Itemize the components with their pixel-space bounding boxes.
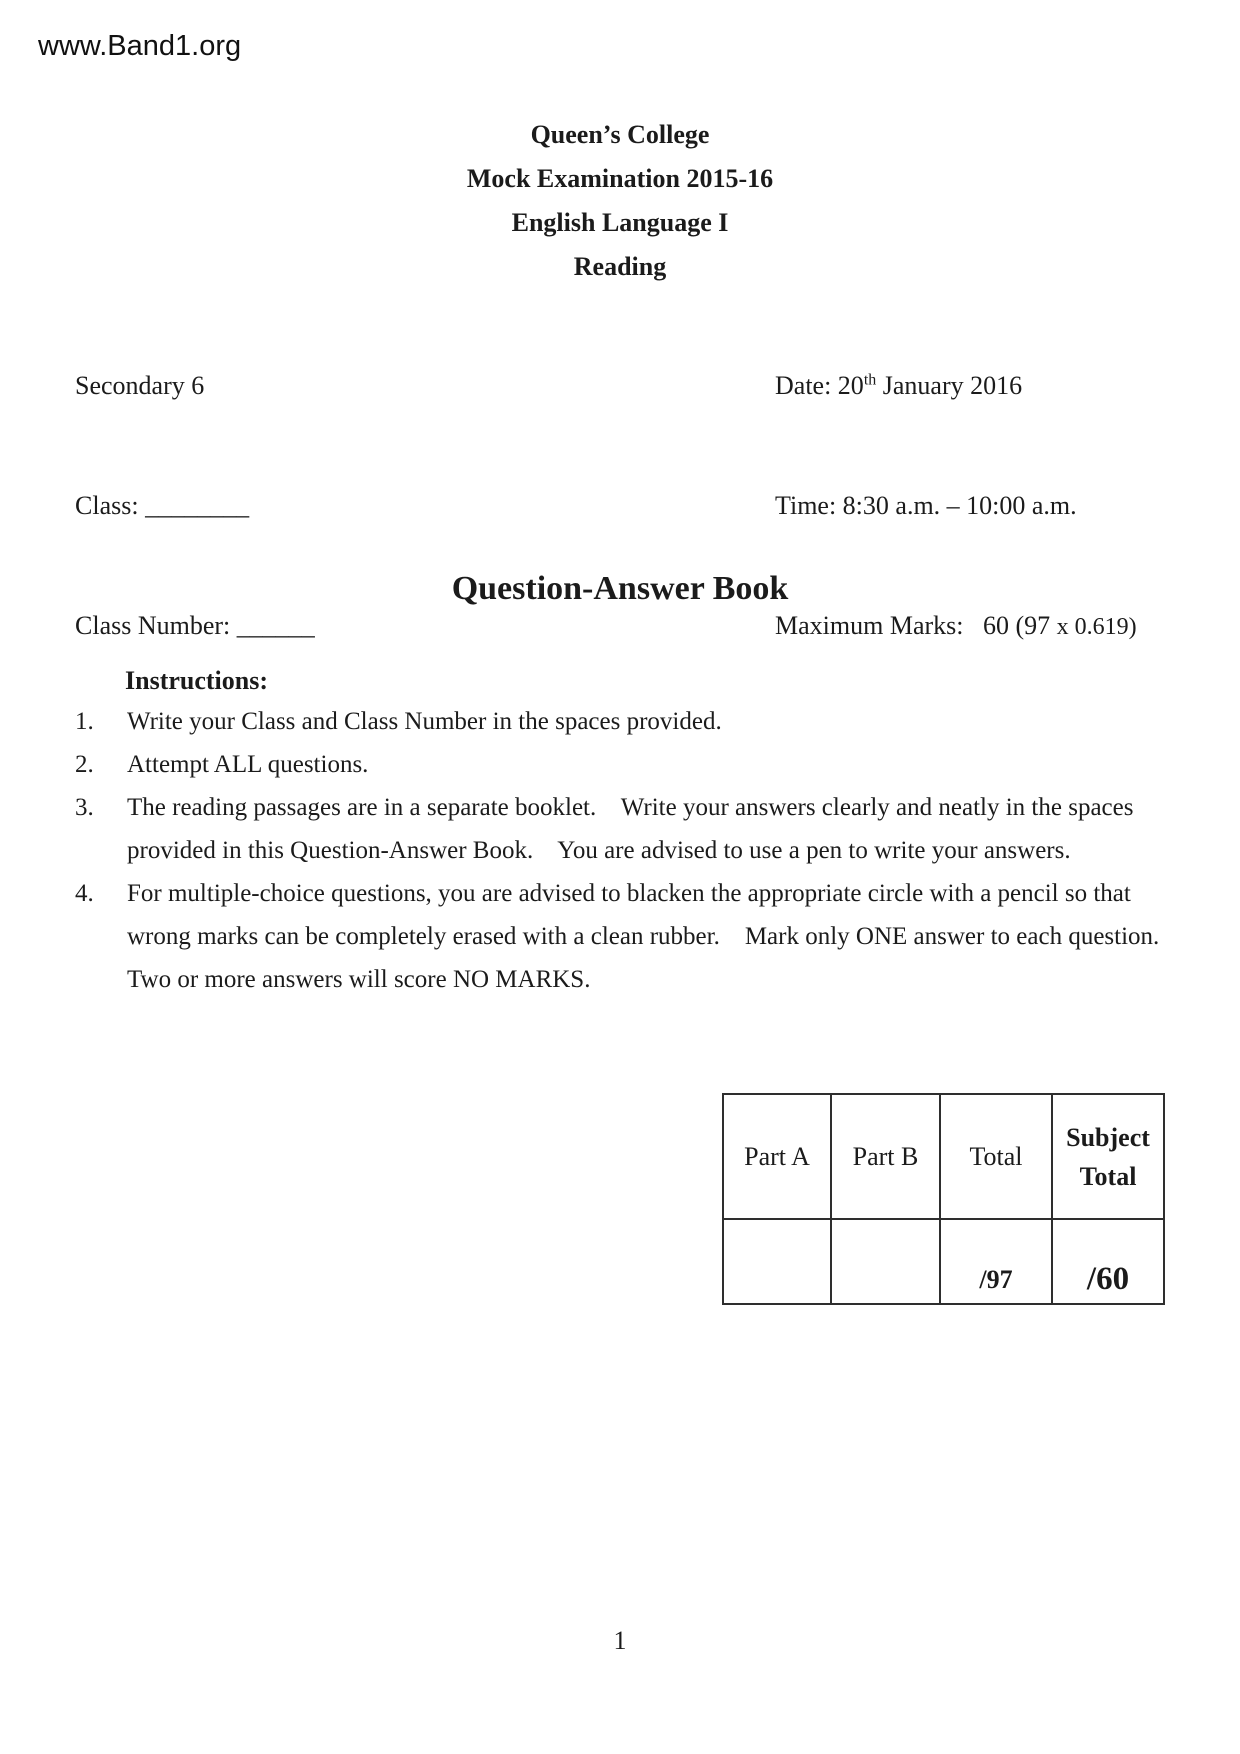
marks-cell-part-b [831,1219,940,1304]
instructions-section [75,662,1184,1001]
class-number-field: Class Number: ______ [75,611,315,640]
instructions-list [75,700,1184,1001]
date-line [775,366,1137,406]
marks-table-header-row [723,1094,1164,1219]
page-number: 1 [613,1626,627,1655]
watermark-url: www.Band1.org [38,30,242,62]
school-name: Queen’s College [530,120,710,149]
instruction-text: For multiple-choice questions, you are advised to blacken the appropriate circle with a pencil so that wrong marks can be completely erased with a clean rubber. Mark only ONE answer to each question. Two or more answers will score NO MARKS. [127,880,1184,993]
marks-header-total: Total [940,1094,1052,1219]
instruction-item [75,743,1168,786]
instruction-item [75,700,1168,743]
marks-table-value-row [723,1219,1164,1304]
date-suffix: January 2016 [876,371,1023,400]
instruction-number: 3. [75,794,94,821]
max-marks-value: 60 (97 [963,611,1057,640]
instruction-number: 4. [75,880,94,907]
exam-name: Mock Examination 2015-16 [466,164,774,193]
time-line: Time: 8:30 a.m. – 10:00 a.m. [775,491,1077,520]
marks-header-part-a: Part A [723,1094,831,1219]
marks-table [722,1093,1165,1305]
paper-name: Reading [573,252,667,281]
instruction-item [75,872,1184,1001]
student-info-block [75,286,315,726]
level-label: Secondary 6 [75,371,205,400]
max-marks-multiplier: x 0.619) [1056,614,1137,640]
instruction-number: 1. [75,708,94,735]
exam-info-block [775,286,1137,727]
exam-header [0,113,1240,289]
marks-cell-total: /97 [940,1219,1052,1304]
instructions-heading: Instructions: [125,666,269,695]
max-marks-label: Maximum Marks: [775,611,964,640]
marks-cell-subject-total: /60 [1052,1219,1164,1304]
instruction-text: The reading passages are in a separate booklet. Write your answers clearly and neatly in the spaces provided in this Question-Answer Book. You are advised to use a pen to write your answers. [127,794,1140,864]
instruction-item [75,786,1168,872]
class-field: Class: ________ [75,491,250,520]
instruction-number: 2. [75,751,94,778]
date-prefix: Date: 20 [775,371,864,400]
max-marks-line [775,606,1137,647]
instruction-text: Attempt ALL questions. [127,751,369,778]
page-title: Question-Answer Book [451,570,789,607]
instruction-text: Write your Class and Class Number in the spaces provided. [127,708,722,735]
date-ordinal-superscript: th [863,371,877,389]
marks-header-subject-total: Subject Total [1052,1094,1164,1219]
subject-name: English Language I [511,208,729,237]
marks-header-part-b: Part B [831,1094,940,1219]
marks-cell-part-a [723,1219,831,1304]
